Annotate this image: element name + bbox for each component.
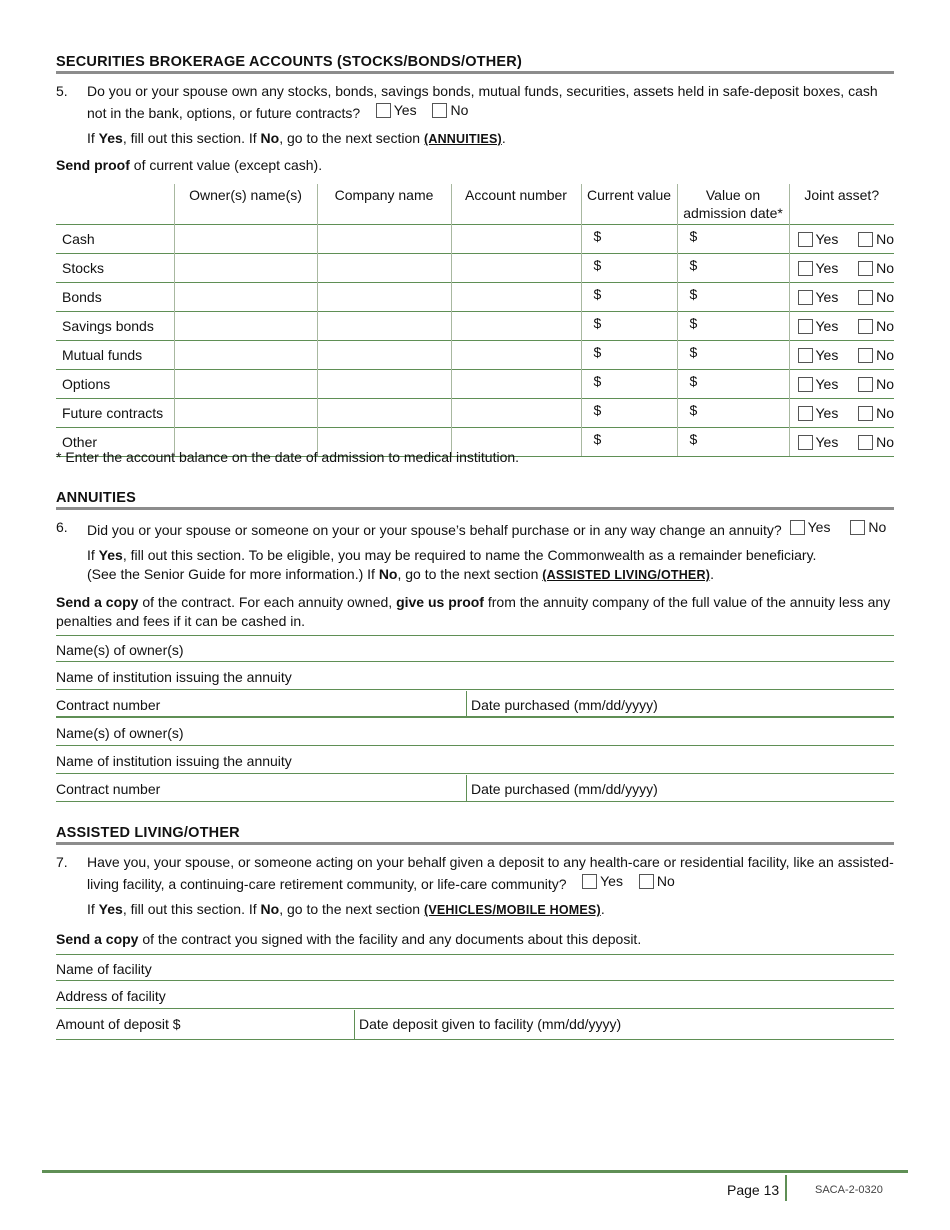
annuity-2-institution-field[interactable]: [56, 747, 894, 774]
joint-yes-label: Yes: [815, 260, 839, 276]
company-cell[interactable]: [317, 225, 451, 254]
owner-cell[interactable]: [174, 312, 317, 341]
question-7-number: 7.: [56, 854, 68, 870]
admission-value-cell[interactable]: [677, 312, 789, 341]
joint-asset-cell: [789, 283, 894, 312]
question-6-text: Did you or your spouse or someone on your or your spouse’s behalf purchase or in any way change an annuity?: [87, 522, 782, 538]
header-current-value: Current value: [581, 184, 677, 225]
joint-no-checkbox[interactable]: [858, 348, 873, 363]
dollar-sign: $: [689, 286, 698, 302]
dollar-sign: $: [593, 286, 602, 302]
annuities-send-mid: of the contract. For each annuity owned,: [138, 594, 397, 610]
annuities-send-rest: from the annuity company of the full value of the annuity less any penalties and fees if it can be cashed in.: [56, 594, 891, 629]
admission-value-cell[interactable]: [677, 225, 789, 254]
q7-yes-option[interactable]: [582, 872, 623, 891]
dollar-sign: $: [593, 315, 602, 331]
joint-no-label: No: [876, 260, 894, 276]
annuity-1-institution-label: Name of institution issuing the annuity: [56, 669, 292, 685]
dollar-sign: $: [689, 344, 698, 360]
securities-table: [56, 184, 894, 457]
dollar-sign: $: [689, 228, 698, 244]
joint-no-label: No: [876, 405, 894, 421]
q5-no-label: No: [450, 102, 469, 118]
joint-yes-checkbox[interactable]: [798, 261, 813, 276]
joint-yes-option[interactable]: [798, 260, 839, 276]
dollar-sign: $: [593, 402, 602, 418]
header-admission-value: Value on admission date*: [677, 184, 789, 225]
joint-no-option[interactable]: [858, 289, 894, 305]
dollar-sign: $: [593, 431, 602, 447]
footer-divider: [785, 1175, 787, 1201]
q5-yes-label: Yes: [393, 102, 417, 118]
q7-no-checkbox[interactable]: [639, 874, 654, 889]
company-cell[interactable]: [317, 254, 451, 283]
securities-row: [56, 312, 894, 341]
joint-no-option[interactable]: [858, 376, 894, 392]
proof-rest: of current value (except cash).: [129, 157, 323, 173]
q7-no-label: No: [656, 873, 675, 889]
question-5-text: Do you or your spouse own any stocks, bonds, savings bonds, mutual funds, securities, assets held in safe-deposit boxes, cash not in the bank, options, or future contracts?: [87, 83, 878, 121]
securities-row: [56, 283, 894, 312]
q6-yes-checkbox[interactable]: [790, 520, 805, 535]
joint-yes-checkbox[interactable]: [798, 232, 813, 247]
joint-no-label: No: [876, 347, 894, 363]
joint-no-option[interactable]: [858, 260, 894, 276]
q6-if-line2: (See the Senior Guide for more information.) If: [87, 566, 379, 582]
row-label: Bonds: [56, 283, 174, 312]
question-7: [56, 853, 894, 894]
current-value-cell[interactable]: [581, 312, 677, 341]
joint-yes-checkbox[interactable]: [798, 377, 813, 392]
joint-no-option[interactable]: [858, 405, 894, 421]
q7-if-pre: If: [87, 901, 99, 917]
owner-cell[interactable]: [174, 341, 317, 370]
owner-cell[interactable]: [174, 399, 317, 428]
annuities-send-bold: Send a copy: [56, 594, 139, 610]
joint-no-label: No: [876, 318, 894, 334]
row-label: Savings bonds: [56, 312, 174, 341]
securities-row: [56, 370, 894, 399]
current-value-cell[interactable]: [581, 225, 677, 254]
dollar-sign: $: [689, 431, 698, 447]
company-cell[interactable]: [317, 399, 451, 428]
dollar-sign: $: [593, 228, 602, 244]
q7-if-no: No: [260, 901, 280, 917]
dollar-sign: $: [593, 257, 602, 273]
company-cell[interactable]: [317, 341, 451, 370]
facility-address-field[interactable]: [56, 982, 894, 1009]
row-label: Future contracts: [56, 399, 174, 428]
q5-if-yes: Yes: [98, 130, 123, 146]
joint-asset-cell: [789, 254, 894, 283]
annuity-1-date-label: Date purchased (mm/dd/yyyy): [471, 697, 658, 713]
q7-period: .: [600, 901, 605, 917]
joint-asset-cell: [789, 399, 894, 428]
q5-yes-option[interactable]: [376, 101, 417, 120]
admission-value-cell[interactable]: [677, 341, 789, 370]
joint-asset-cell: [789, 225, 894, 254]
question-7-text: Have you, your spouse, or someone acting on your behalf given a deposit to any health-care or residential facility, like an assisted-living facility, a continuing-care retirement community, or life-care community?: [87, 854, 894, 892]
q7-instruction: [87, 900, 887, 920]
question-5-number: 5.: [56, 83, 68, 99]
q5-if-no: No: [260, 130, 280, 146]
joint-no-option[interactable]: [858, 347, 894, 363]
joint-yes-option[interactable]: [798, 289, 839, 305]
company-cell[interactable]: [317, 370, 451, 399]
joint-yes-option[interactable]: [798, 231, 839, 247]
admission-value-cell[interactable]: [677, 399, 789, 428]
annuity-2-date-label: Date purchased (mm/dd/yyyy): [471, 781, 658, 797]
joint-yes-checkbox[interactable]: [798, 348, 813, 363]
q6-yes-option[interactable]: [790, 518, 831, 537]
owner-cell[interactable]: [174, 370, 317, 399]
q6-if-post: , go to the next section: [397, 566, 543, 582]
q6-if-line1: , fill out this section. To be eligible, you may be required to name the Commonwealth as a remainder beneficiary.: [122, 547, 817, 563]
company-cell[interactable]: [317, 312, 451, 341]
joint-yes-option[interactable]: [798, 347, 839, 363]
q7-yes-checkbox[interactable]: [582, 874, 597, 889]
q7-if-post: , go to the next section: [279, 901, 424, 917]
facility-address-label: Address of facility: [56, 988, 166, 1004]
form-code: SACA-2-0320: [815, 1184, 883, 1196]
q6-instruction: [87, 546, 887, 585]
dollar-sign: $: [593, 373, 602, 389]
q6-period: .: [710, 566, 714, 582]
joint-no-checkbox[interactable]: [858, 290, 873, 305]
deposit-date-field[interactable]: [354, 1010, 894, 1039]
row-label: Cash: [56, 225, 174, 254]
row-label: Stocks: [56, 254, 174, 283]
account-cell[interactable]: [451, 254, 581, 283]
dollar-sign: $: [689, 373, 698, 389]
dollar-sign: $: [689, 257, 698, 273]
page-number: Page 13: [727, 1182, 780, 1198]
joint-no-checkbox[interactable]: [858, 232, 873, 247]
securities-footnote: * Enter the account balance on the date of admission to medical institution.: [56, 449, 520, 465]
joint-yes-label: Yes: [815, 347, 839, 363]
annuity-1-date-field[interactable]: [466, 691, 894, 716]
deposit-amount-label: Amount of deposit $: [56, 1016, 181, 1032]
header-joint-asset: Joint asset?: [789, 184, 894, 225]
q5-if-mid: , fill out this section. If: [122, 130, 261, 146]
assisted-living-section-link[interactable]: (ASSISTED LIVING/OTHER): [542, 568, 711, 582]
annuity-1-contract-label: Contract number: [56, 697, 161, 713]
annuity-2-contract-row: [56, 775, 894, 802]
facility-name-label: Name of facility: [56, 961, 152, 977]
row-label: Other: [56, 428, 174, 457]
annuity-2-owner-field[interactable]: [56, 719, 894, 746]
q7-yes-label: Yes: [600, 873, 623, 889]
assisted-send-bold: Send a copy: [56, 931, 139, 947]
current-value-cell[interactable]: [581, 399, 677, 428]
current-value-cell[interactable]: [581, 254, 677, 283]
q6-no-checkbox[interactable]: [850, 520, 865, 535]
joint-asset-cell: [789, 370, 894, 399]
joint-no-checkbox[interactable]: [858, 319, 873, 334]
joint-no-checkbox[interactable]: [858, 406, 873, 421]
joint-no-label: No: [876, 289, 894, 305]
joint-no-checkbox[interactable]: [858, 261, 873, 276]
securities-row: [56, 254, 894, 283]
joint-yes-checkbox[interactable]: [798, 406, 813, 421]
annuity-1-owner-label: Name(s) of owner(s): [56, 642, 184, 658]
securities-table-header: [56, 184, 894, 225]
annuity-1-contract-row: [56, 691, 894, 718]
q6-no-option[interactable]: [850, 518, 886, 537]
account-cell[interactable]: [451, 341, 581, 370]
owner-cell[interactable]: [174, 254, 317, 283]
row-label: Mutual funds: [56, 341, 174, 370]
account-cell[interactable]: [451, 225, 581, 254]
annuity-2-contract-label: Contract number: [56, 781, 161, 797]
deposit-date-label: Date deposit given to facility (mm/dd/yyyy): [359, 1016, 622, 1032]
joint-yes-option[interactable]: [798, 405, 839, 421]
joint-yes-label: Yes: [815, 289, 839, 305]
joint-yes-label: Yes: [815, 231, 839, 247]
current-value-cell[interactable]: [581, 283, 677, 312]
joint-yes-option[interactable]: [798, 376, 839, 392]
joint-no-option[interactable]: [858, 231, 894, 247]
securities-section-title: SECURITIES BROKERAGE ACCOUNTS (STOCKS/BONDS/OTHER): [56, 54, 894, 74]
admission-value-cell[interactable]: [677, 370, 789, 399]
joint-yes-label: Yes: [815, 434, 839, 450]
q7-if-mid: , fill out this section. If: [122, 901, 261, 917]
deposit-row: [56, 1010, 894, 1040]
annuity-2-contract-field[interactable]: [56, 775, 466, 801]
row-label: Options: [56, 370, 174, 399]
question-5: [56, 82, 894, 123]
owner-cell[interactable]: [174, 283, 317, 312]
joint-yes-option[interactable]: [798, 318, 839, 334]
account-cell[interactable]: [451, 312, 581, 341]
deposit-amount-field[interactable]: [56, 1010, 354, 1039]
header-account: Account number: [451, 184, 581, 225]
assisted-send-rest: of the contract you signed with the facility and any documents about this deposit.: [138, 931, 642, 947]
securities-row: [56, 399, 894, 428]
q6-if-no: No: [378, 566, 398, 582]
admission-value-cell[interactable]: [677, 254, 789, 283]
q5-instruction: [87, 129, 887, 149]
annuity-1-contract-field[interactable]: [56, 691, 466, 716]
joint-no-label: No: [876, 376, 894, 392]
annuities-send-note: [56, 593, 894, 631]
vehicles-section-link[interactable]: (VEHICLES/MOBILE HOMES): [423, 903, 601, 917]
q5-if-post: , go to the next section: [279, 130, 424, 146]
header-company: Company name: [317, 184, 451, 225]
annuities-give-bold: give us proof: [396, 594, 484, 610]
dollar-sign: $: [689, 315, 698, 331]
joint-yes-label: Yes: [815, 405, 839, 421]
joint-yes-checkbox[interactable]: [798, 290, 813, 305]
question-6-number: 6.: [56, 519, 68, 535]
q6-if-pre: If: [87, 547, 99, 563]
securities-proof-note: [56, 156, 894, 175]
owner-cell[interactable]: [174, 225, 317, 254]
dollar-sign: $: [593, 344, 602, 360]
annuity-1-owner-field[interactable]: [56, 635, 894, 662]
proof-bold: Send proof: [56, 157, 130, 173]
q6-if-yes: Yes: [98, 547, 123, 563]
joint-no-label: No: [876, 231, 894, 247]
q5-yes-checkbox[interactable]: [376, 103, 391, 118]
footer-rule: [42, 1170, 908, 1173]
q7-if-yes: Yes: [98, 901, 123, 917]
q6-no-label: No: [868, 519, 887, 535]
joint-asset-cell: [789, 341, 894, 370]
joint-no-option[interactable]: [858, 318, 894, 334]
account-cell[interactable]: [451, 399, 581, 428]
joint-no-label: No: [876, 434, 894, 450]
header-owner: Owner(s) name(s): [174, 184, 317, 225]
header-type: [56, 184, 174, 225]
q5-no-checkbox[interactable]: [432, 103, 447, 118]
joint-yes-label: Yes: [815, 318, 839, 334]
admission-value-cell[interactable]: [677, 283, 789, 312]
joint-yes-label: Yes: [815, 376, 839, 392]
q5-no-option[interactable]: [432, 101, 468, 120]
account-cell[interactable]: [451, 370, 581, 399]
assisted-send-note: [56, 930, 894, 949]
current-value-cell[interactable]: [581, 370, 677, 399]
account-cell[interactable]: [451, 283, 581, 312]
facility-name-field[interactable]: [56, 954, 894, 981]
securities-row: [56, 341, 894, 370]
current-value-cell[interactable]: [581, 341, 677, 370]
annuity-2-owner-label: Name(s) of owner(s): [56, 725, 184, 741]
joint-asset-cell: [789, 312, 894, 341]
joint-yes-checkbox[interactable]: [798, 319, 813, 334]
annuity-2-date-field[interactable]: [466, 775, 894, 801]
q5-period: .: [501, 130, 506, 146]
joint-no-checkbox[interactable]: [858, 377, 873, 392]
dollar-sign: $: [689, 402, 698, 418]
securities-row: [56, 225, 894, 254]
annuity-1-institution-field[interactable]: [56, 663, 894, 690]
question-6: [56, 518, 894, 540]
annuities-section-title: ANNUITIES: [56, 490, 894, 510]
q6-yes-label: Yes: [807, 519, 831, 535]
annuities-section-link[interactable]: (ANNUITIES): [423, 132, 502, 146]
q7-no-option[interactable]: [639, 872, 675, 891]
company-cell[interactable]: [317, 283, 451, 312]
assisted-living-section-title: ASSISTED LIVING/OTHER: [56, 825, 894, 845]
annuity-2-institution-label: Name of institution issuing the annuity: [56, 753, 292, 769]
q5-if-pre: If: [87, 130, 99, 146]
